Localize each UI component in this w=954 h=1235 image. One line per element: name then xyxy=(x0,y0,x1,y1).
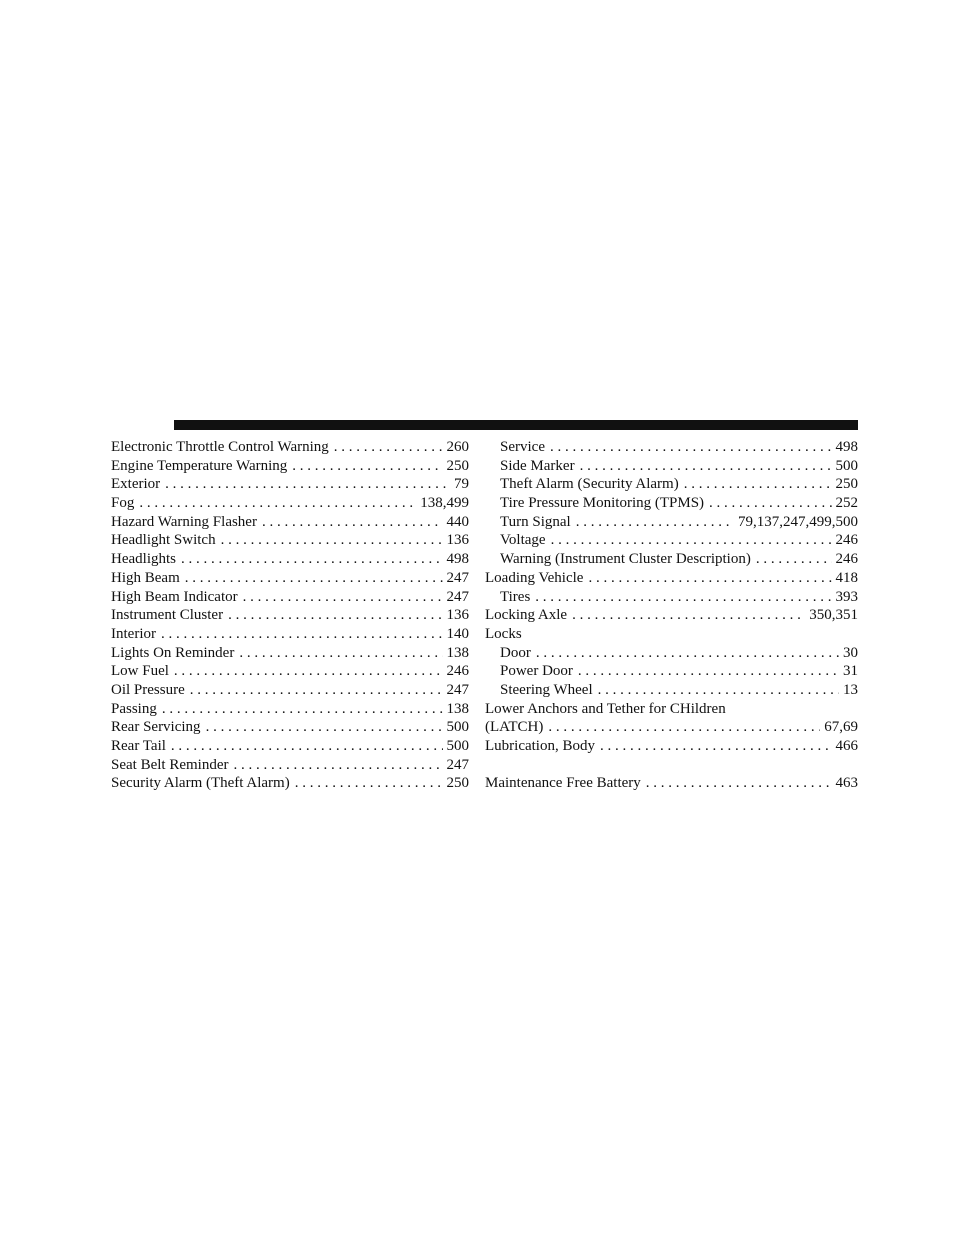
index-entry-high-beam-indicator xyxy=(111,588,469,607)
index-entry-label: Side Marker xyxy=(500,457,575,474)
index-entry-page: 500 xyxy=(446,738,469,754)
index-entry-label: Maintenance Free Battery xyxy=(485,775,641,792)
index-entry-service xyxy=(485,438,858,457)
index-entry-high-beam xyxy=(111,569,469,588)
dot-leader xyxy=(646,774,832,793)
index-entry-page: 500 xyxy=(835,457,858,474)
index-entry-page: 246 xyxy=(835,551,858,568)
index-entry-label: Tire Pressure Monitoring (TPMS) xyxy=(500,495,705,512)
index-entry-door xyxy=(485,644,858,663)
index-entry-security-alarm-theft-alarm xyxy=(111,774,469,793)
dot-leader xyxy=(576,513,734,532)
index-entry-label: Low Fuel xyxy=(111,663,169,680)
dot-leader xyxy=(181,550,443,569)
index-entry-page: 138 xyxy=(446,644,469,661)
index-entry-tires xyxy=(485,588,858,607)
index-entry-label: Rear Tail xyxy=(111,738,166,754)
dot-leader xyxy=(572,606,805,625)
index-spacer xyxy=(485,756,858,775)
dot-leader xyxy=(239,644,442,663)
index-entry-label: Theft Alarm (Security Alarm) xyxy=(500,476,679,493)
index-entry-label: High Beam xyxy=(111,569,180,586)
index-entry-label: Loading Vehicle xyxy=(485,569,584,586)
index-entry-tire-pressure-monitoring-tpms xyxy=(485,494,858,513)
index-entry-page: 247 xyxy=(446,681,469,698)
index-entry-hazard-warning-flasher xyxy=(111,513,469,532)
dot-leader xyxy=(709,494,831,513)
index-entry-page: 500 xyxy=(446,719,469,736)
index-entry-label: Fog xyxy=(111,495,135,512)
index-entry-label: Lubrication, Body xyxy=(485,738,595,754)
index-entry-page: 247 xyxy=(446,569,469,586)
index-entry-rear-tail xyxy=(111,737,469,756)
index-entry-label: Voltage xyxy=(500,532,546,549)
dot-leader xyxy=(165,475,450,494)
index-entry-electronic-throttle-control-warning xyxy=(111,438,469,457)
index-column-left xyxy=(111,438,469,793)
index-entry-seat-belt-reminder xyxy=(111,756,469,775)
index-entry-page: 31 xyxy=(843,663,858,680)
index-entry-turn-signal xyxy=(485,513,858,532)
index-entry-label: Turn Signal xyxy=(500,513,571,530)
index-entry-warning-instrument-cluster-description xyxy=(485,550,858,569)
index-entry-label: Steering Wheel xyxy=(500,681,593,698)
index-entry-loading-vehicle xyxy=(485,569,858,588)
dot-leader xyxy=(580,457,832,476)
index-entry-interior xyxy=(111,625,469,644)
index-entry-label: Lights On Reminder xyxy=(111,644,235,661)
index-entry-locks xyxy=(485,625,858,644)
index-entry-page: 440 xyxy=(446,513,469,530)
index-entry-label: Passing xyxy=(111,700,157,717)
index-entry-page: 466 xyxy=(835,738,858,754)
dot-leader xyxy=(578,662,839,681)
index-entry-page: 418 xyxy=(835,569,858,586)
index-entry-headlight-switch xyxy=(111,531,469,550)
index-entry-passing xyxy=(111,700,469,719)
index-entry-page: 13 xyxy=(843,681,858,698)
index-entry-page: 393 xyxy=(835,588,858,605)
index-entry-label: Locking Axle xyxy=(485,607,568,624)
index-entry-page: 79 xyxy=(454,476,469,493)
index-column-right xyxy=(485,438,858,793)
index-entry-engine-temperature-warning xyxy=(111,457,469,476)
index-entry-power-door xyxy=(485,662,858,681)
index-entry-label: Power Door xyxy=(500,663,573,680)
index-entry-steering-wheel xyxy=(485,681,858,700)
index-entry-label: Instrument Cluster xyxy=(111,607,224,624)
dot-leader xyxy=(536,644,839,663)
dot-leader xyxy=(233,756,442,775)
index-entry-fog xyxy=(111,494,469,513)
index-entry-label: Engine Temperature Warning xyxy=(111,457,288,474)
dot-leader xyxy=(221,531,443,550)
dot-leader xyxy=(684,475,832,494)
index-entry-theft-alarm-security-alarm xyxy=(485,475,858,494)
index-entry-page: 252 xyxy=(835,495,858,512)
index-entry-label: Interior xyxy=(111,625,156,642)
dot-leader xyxy=(295,774,443,793)
dot-leader xyxy=(162,700,443,719)
index-entry-rear-servicing xyxy=(111,718,469,737)
index-entry-page: 246 xyxy=(835,532,858,549)
index-entry-label: Electronic Throttle Control Warning xyxy=(111,439,329,455)
index-entry-label: Oil Pressure xyxy=(111,681,185,698)
dot-leader xyxy=(551,531,832,550)
dot-leader xyxy=(535,588,831,607)
index-entry-lower-anchors-and-tether-for-children xyxy=(485,700,858,719)
index-entry-label: Locks xyxy=(485,625,522,642)
index-entry-label: Rear Servicing xyxy=(111,719,201,736)
index-entry-oil-pressure xyxy=(111,681,469,700)
index-entry-label: Lower Anchors and Tether for CHildren xyxy=(485,700,726,717)
index-entry-page: 250 xyxy=(446,457,469,474)
index-entry-page: 140 xyxy=(446,625,469,642)
index-entry-page: 498 xyxy=(446,551,469,568)
index-entry-page: 247 xyxy=(446,588,469,605)
index-entry-label: Service xyxy=(500,439,545,455)
index-entry-label: Security Alarm (Theft Alarm) xyxy=(111,775,290,792)
index-entry-label: Headlight Switch xyxy=(111,532,216,549)
index-entry-label: Hazard Warning Flasher xyxy=(111,513,257,530)
index-entry-page: 136 xyxy=(446,607,469,624)
index-entry-label: (LATCH) xyxy=(485,719,544,736)
index-entry-label: High Beam Indicator xyxy=(111,588,238,605)
index-entry-page: 350,351 xyxy=(809,607,858,624)
index-entry-page: 463 xyxy=(835,775,858,792)
dot-leader xyxy=(600,737,832,756)
index-entry-exterior xyxy=(111,475,469,494)
index-entry-page: 247 xyxy=(446,756,469,773)
index-entry-page: 67,69 xyxy=(824,719,858,736)
index-entry-page: 246 xyxy=(446,663,469,680)
dot-leader xyxy=(171,737,443,756)
index-entry-lights-on-reminder xyxy=(111,644,469,663)
dot-leader xyxy=(598,681,839,700)
index-entry-page: 250 xyxy=(835,476,858,493)
dot-leader xyxy=(550,438,832,457)
index-entry-headlights xyxy=(111,550,469,569)
index-entry-label: Tires xyxy=(500,588,531,605)
dot-leader xyxy=(262,513,443,532)
index-entry-side-marker xyxy=(485,457,858,476)
index-entry-voltage xyxy=(485,531,858,550)
index-entry-label: Exterior xyxy=(111,476,161,493)
index-entry-page: 260 xyxy=(446,439,469,455)
index-entry-locking-axle xyxy=(485,606,858,625)
index-entry-low-fuel xyxy=(111,662,469,681)
index-entry-page: 250 xyxy=(446,775,469,792)
index-entry-page: 138,499 xyxy=(420,495,469,512)
index-entry-label: Headlights xyxy=(111,551,176,568)
index-entry-page: 136 xyxy=(446,532,469,549)
index-entry-instrument-cluster xyxy=(111,606,469,625)
header-rule xyxy=(174,420,858,430)
index-entry-page: 498 xyxy=(835,439,858,455)
index-entry-latch xyxy=(485,718,858,737)
index-entry-label: Warning (Instrument Cluster Description) xyxy=(500,551,751,568)
index-entry-lubrication-body xyxy=(485,737,858,756)
index-entry-page: 138 xyxy=(446,700,469,717)
index-entry-page: 30 xyxy=(843,644,858,661)
dot-leader xyxy=(206,718,443,737)
index-entry-label: Door xyxy=(500,644,531,661)
dot-leader xyxy=(139,494,416,513)
dot-leader xyxy=(243,588,443,607)
dot-leader xyxy=(588,569,831,588)
dot-leader xyxy=(174,662,443,681)
dot-leader xyxy=(548,718,820,737)
dot-leader xyxy=(185,569,443,588)
dot-leader xyxy=(756,550,832,569)
dot-leader xyxy=(228,606,442,625)
index-entry-maintenance-free-battery xyxy=(485,774,858,793)
dot-leader xyxy=(292,457,442,476)
dot-leader xyxy=(161,625,443,644)
dot-leader xyxy=(334,438,443,457)
index-entry-label: Seat Belt Reminder xyxy=(111,756,229,773)
dot-leader xyxy=(190,681,443,700)
index-entry-page: 79,137,247,499,500 xyxy=(738,513,858,530)
